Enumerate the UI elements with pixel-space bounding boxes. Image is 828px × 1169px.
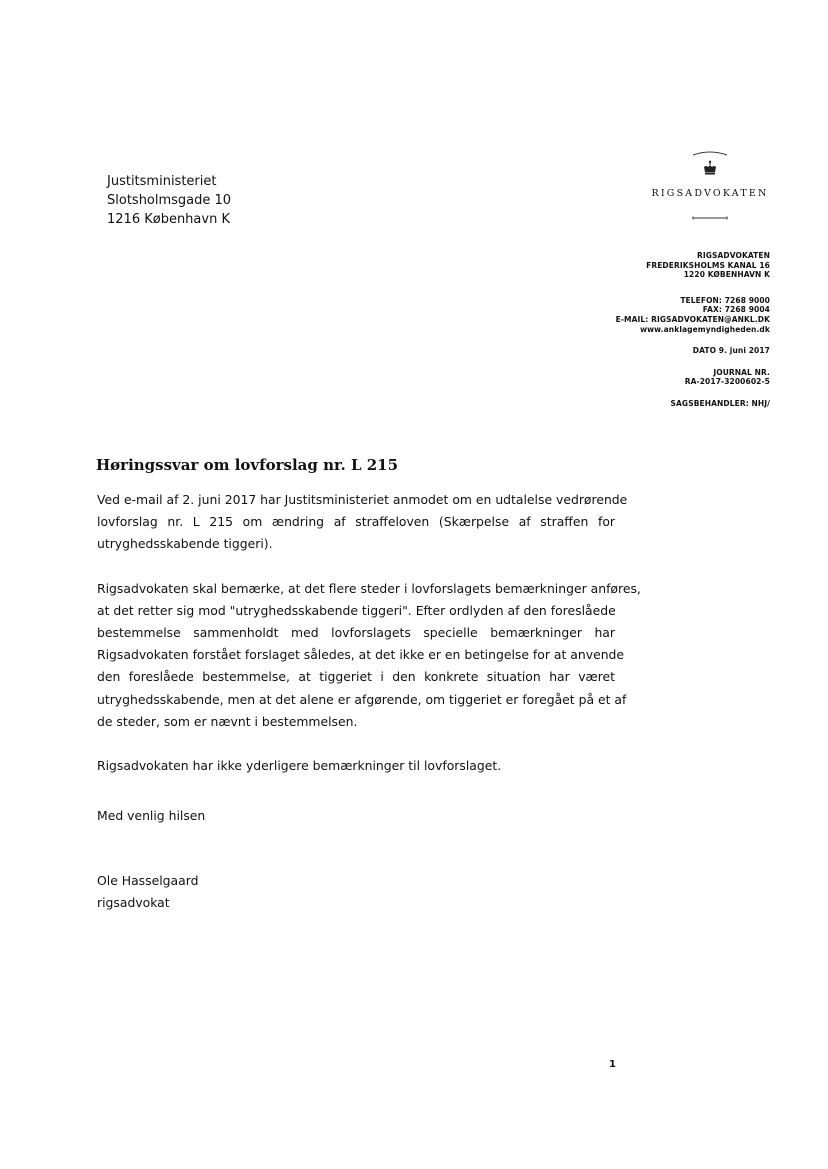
sender-email: E-MAIL: RIGSADVOKATEN@ANKL.DK	[615, 314, 770, 324]
text-line: utryghedsskabende tiggeri).	[97, 536, 273, 552]
logo-rule	[692, 216, 728, 220]
journal-number: RA-2017-3200602-5	[684, 377, 770, 387]
recipient-line: Slotsholmsgade 10	[107, 193, 232, 208]
text-line: den foreslåede bestemmelse, at tiggeriet i den konkrete situation har været	[97, 669, 615, 685]
sender-street: FREDERIKSHOLMS KANAL 16	[646, 260, 770, 270]
letter-date: DATO 9. juni 2017	[692, 346, 770, 356]
text-line: Ved e-mail af 2. juni 2017 har Justitsministeriet anmodet om en udtalelse vedrørende	[97, 492, 628, 507]
closing-greeting: Med venlig hilsen	[97, 808, 206, 823]
text-line: utryghedsskabende, men at det alene er afgørende, om tiggeriet er foregået på et af	[97, 691, 627, 707]
text-line: Rigsadvokaten skal bemærke, at det flere steder i lovforslagets bemærkninger anføres,	[97, 580, 641, 596]
paragraph-3: Rigsadvokaten har ikke yderligere bemærkninger til lovforslaget.	[97, 758, 502, 774]
sender-city: 1220 KØBENHAVN K	[683, 270, 770, 280]
letter-body	[97, 489, 641, 799]
text-line: lovforslag nr. L 215 om ændring af straffeloven (Skærpelse af straffen for	[97, 514, 615, 530]
recipient-line: 1216 København K	[107, 212, 230, 227]
case-officer: SAGSBEHANDLER: NHJ/	[670, 398, 770, 408]
sender-website: www.anklagemyndigheden.dk	[640, 324, 770, 334]
rigsadvokaten-logo	[640, 146, 780, 226]
sender-phone: TELEFON: 7268 9000	[680, 295, 770, 305]
text-line: de steder, som er nævnt i bestemmelsen.	[97, 713, 358, 729]
page-number: 1	[609, 1059, 616, 1070]
crown-icon	[702, 160, 718, 176]
recipient-line: Justitsministeriet	[107, 174, 217, 189]
text-line: at det retter sig mod "utryghedsskabende tiggeri". Efter ordlyden af den foreslåede	[97, 602, 616, 618]
signatory-name: Ole Hasselgaard	[97, 873, 199, 888]
logo-arc-ornament	[692, 150, 728, 156]
sender-info	[510, 251, 770, 409]
sender-name: RIGSADVOKATEN	[696, 251, 770, 260]
journal-label: JOURNAL NR.	[713, 367, 770, 377]
signature-block	[97, 870, 198, 914]
paragraph-1	[97, 489, 628, 556]
paragraph-2	[97, 578, 641, 733]
recipient-address	[107, 172, 231, 229]
signatory-role: rigsadvokat	[97, 895, 170, 910]
letter-title: Høringssvar om lovforslag nr. L 215	[96, 456, 399, 474]
logo-wordmark: RIGSADVOKATEN	[651, 188, 769, 199]
text-line: Rigsadvokaten forstået forslaget således, at det ikke er en betingelse for at anvende	[97, 647, 625, 663]
text-line: bestemmelse sammenholdt med lovforslagets specielle bemærkninger har	[97, 625, 615, 641]
sender-fax: FAX: 7268 9004	[702, 305, 770, 315]
